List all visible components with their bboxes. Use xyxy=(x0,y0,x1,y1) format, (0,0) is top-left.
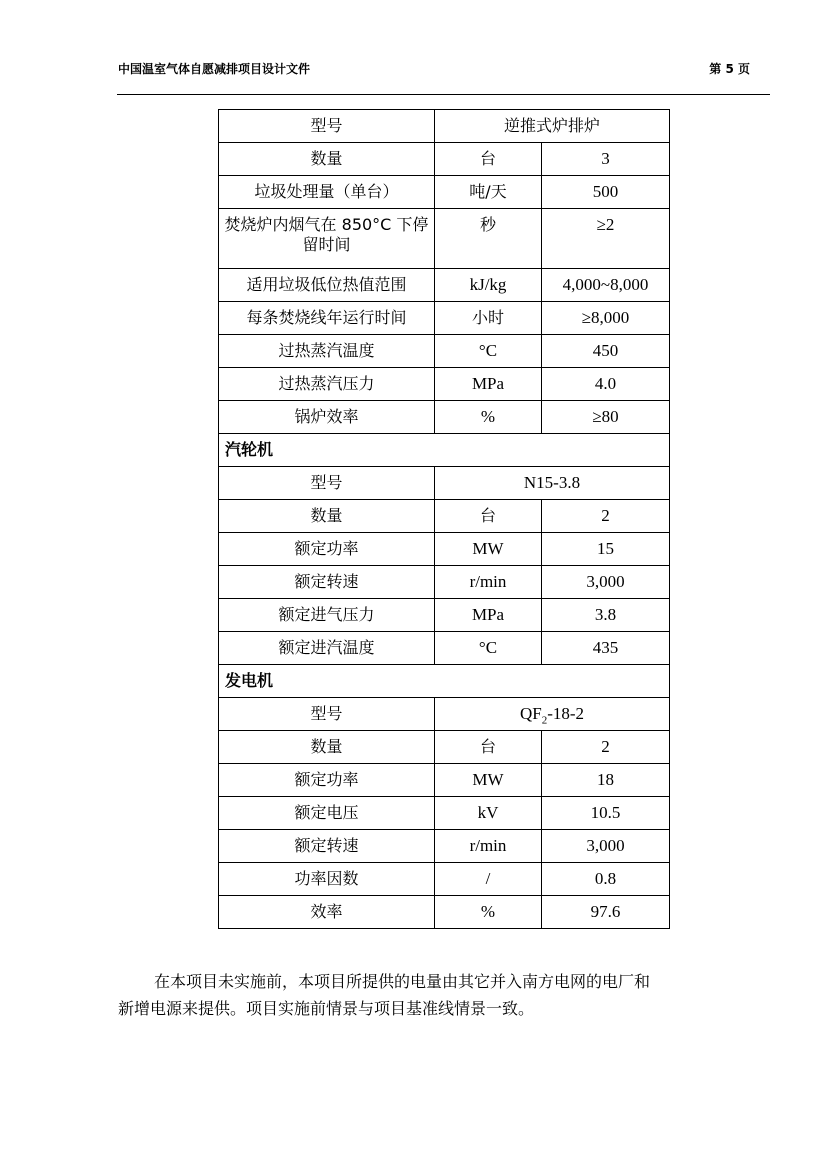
row-value: ≥80 xyxy=(542,401,670,434)
row-value: 15 xyxy=(542,533,670,566)
table-row xyxy=(219,368,670,401)
row-unit: 台 xyxy=(435,500,542,533)
row-name: 额定电压 xyxy=(219,797,435,830)
row-value: 2 xyxy=(542,731,670,764)
row-name: 数量 xyxy=(219,731,435,764)
row-unit: MPa xyxy=(435,599,542,632)
table-row xyxy=(219,302,670,335)
row-value: ≥2 xyxy=(542,209,670,269)
spec-table-body xyxy=(219,110,670,929)
model-part: -18-2 xyxy=(547,704,585,723)
row-name: 过热蒸汽温度 xyxy=(219,335,435,368)
table-row xyxy=(219,764,670,797)
table-row xyxy=(219,209,670,269)
row-name: 额定进汽温度 xyxy=(219,632,435,665)
row-unit: r/min xyxy=(435,566,542,599)
row-unit: °C xyxy=(435,335,542,368)
table-row xyxy=(219,797,670,830)
row-value: 逆推式炉排炉 xyxy=(435,110,670,143)
row-name: 锅炉效率 xyxy=(219,401,435,434)
row-unit: 台 xyxy=(435,731,542,764)
paragraph-line: 新增电源来提供。项目实施前情景与项目基准线情景一致。 xyxy=(118,999,535,1018)
row-unit: MPa xyxy=(435,368,542,401)
table-row xyxy=(219,731,670,764)
row-name: 功率因数 xyxy=(219,863,435,896)
row-name: 每条焚烧线年运行时间 xyxy=(219,302,435,335)
row-value: 97.6 xyxy=(542,896,670,929)
row-name: 过热蒸汽压力 xyxy=(219,368,435,401)
row-name: 数量 xyxy=(219,143,435,176)
row-unit: 秒 xyxy=(435,209,542,269)
header-divider xyxy=(117,94,770,95)
row-value: 3,000 xyxy=(542,830,670,863)
section-heading: 发电机 xyxy=(219,665,670,698)
row-name: 额定功率 xyxy=(219,764,435,797)
row-unit: r/min xyxy=(435,830,542,863)
table-row xyxy=(219,500,670,533)
page-number: 第 5 页 xyxy=(709,62,750,76)
row-value: 2 xyxy=(542,500,670,533)
row-value: 3 xyxy=(542,143,670,176)
row-unit: °C xyxy=(435,632,542,665)
row-value: 4,000~8,000 xyxy=(542,269,670,302)
page-header xyxy=(118,58,770,80)
table-row xyxy=(219,467,670,500)
table-row xyxy=(219,599,670,632)
row-unit: % xyxy=(435,896,542,929)
model-part: 2 xyxy=(541,714,548,727)
table-row xyxy=(219,566,670,599)
section-heading: 汽轮机 xyxy=(219,434,670,467)
row-unit: 小时 xyxy=(435,302,542,335)
model-part: QF xyxy=(519,704,542,723)
table-row xyxy=(219,335,670,368)
row-value xyxy=(435,698,670,731)
row-name: 适用垃圾低位热值范围 xyxy=(219,269,435,302)
row-unit: / xyxy=(435,863,542,896)
row-name: 数量 xyxy=(219,500,435,533)
table-row xyxy=(219,533,670,566)
row-value: 500 xyxy=(542,176,670,209)
row-name: 型号 xyxy=(219,467,435,500)
row-unit: % xyxy=(435,401,542,434)
table-row xyxy=(219,269,670,302)
row-name: 额定功率 xyxy=(219,533,435,566)
row-name: 效率 xyxy=(219,896,435,929)
section-row xyxy=(219,434,670,467)
row-name: 焚烧炉内烟气在 850°C 下停留时间 xyxy=(219,209,435,269)
row-value: 0.8 xyxy=(542,863,670,896)
row-value: 3,000 xyxy=(542,566,670,599)
equipment-spec-table xyxy=(218,109,670,929)
table-row xyxy=(219,401,670,434)
row-name: 垃圾处理量（单台） xyxy=(219,176,435,209)
row-unit: MW xyxy=(435,764,542,797)
table-row xyxy=(219,632,670,665)
row-value: 18 xyxy=(542,764,670,797)
row-unit: kV xyxy=(435,797,542,830)
paragraph-line: 在本项目未实施前，本项目所提供的电量由其它并入南方电网的电厂和 xyxy=(154,972,651,991)
row-value: 10.5 xyxy=(542,797,670,830)
row-unit: kJ/kg xyxy=(435,269,542,302)
table-row xyxy=(219,110,670,143)
table-row xyxy=(219,830,670,863)
row-unit: MW xyxy=(435,533,542,566)
table-row xyxy=(219,698,670,731)
document-title: 中国温室气体自愿减排项目设计文件 xyxy=(118,62,311,76)
row-unit: 吨/天 xyxy=(435,176,542,209)
row-name: 额定转速 xyxy=(219,566,435,599)
row-unit: 台 xyxy=(435,143,542,176)
row-value: 450 xyxy=(542,335,670,368)
row-value: ≥8,000 xyxy=(542,302,670,335)
table-row xyxy=(219,896,670,929)
table-row xyxy=(219,143,670,176)
table-row xyxy=(219,176,670,209)
table-row xyxy=(219,863,670,896)
row-value: 4.0 xyxy=(542,368,670,401)
body-paragraph xyxy=(118,968,770,1022)
row-value: 3.8 xyxy=(542,599,670,632)
row-value: 435 xyxy=(542,632,670,665)
row-value: N15-3.8 xyxy=(435,467,670,500)
row-name: 额定进气压力 xyxy=(219,599,435,632)
row-name: 额定转速 xyxy=(219,830,435,863)
section-row xyxy=(219,665,670,698)
row-name: 型号 xyxy=(219,110,435,143)
row-name: 型号 xyxy=(219,698,435,731)
